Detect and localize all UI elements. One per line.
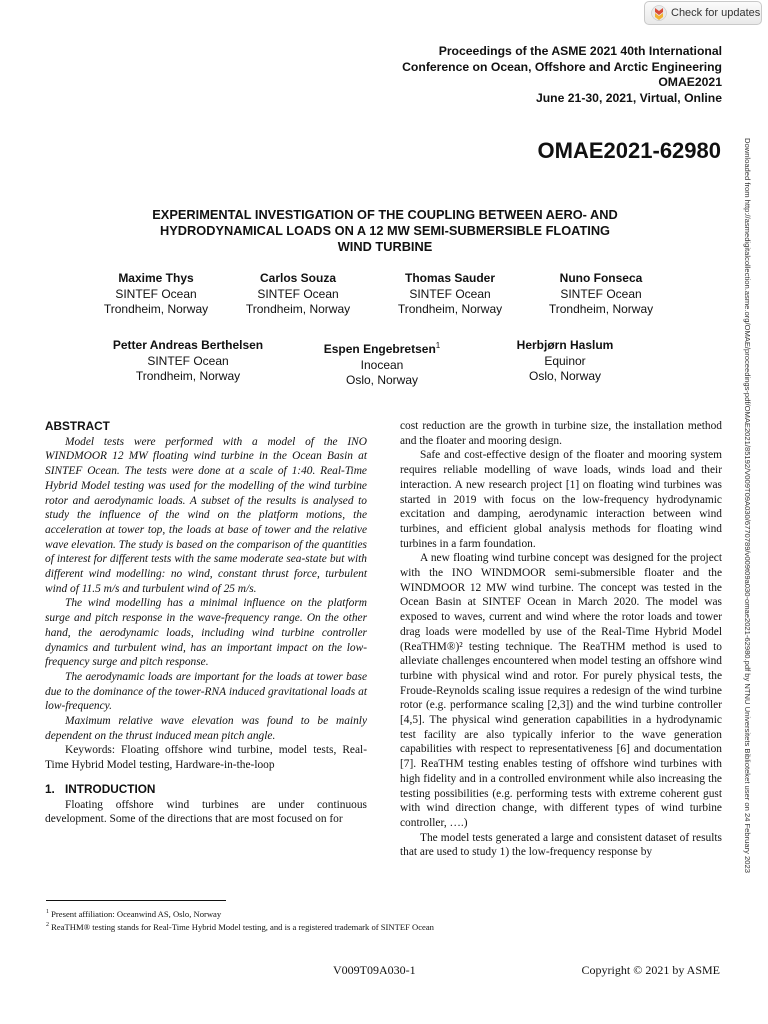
title-line: EXPERIMENTAL INVESTIGATION OF THE COUPLING BETWEEN AERO- AND bbox=[152, 207, 618, 222]
keywords: Keywords: Floating offshore wind turbine, model tests, Real-Time Hybrid Model testing, Hardware-in-the-loop bbox=[45, 744, 367, 772]
footnote bbox=[46, 920, 726, 933]
paper-title bbox=[100, 207, 670, 254]
abstract-paragraph: Model tests were performed with a model of the INO WINDMOOR 12 MW floating wind turbine in the Ocean Basin at SINTEF Ocean. The tests were done at a scale of 1:40. Real-Time Hybrid Model testing was used for the modelling of the wind turbine rotor and aerodynamic loads. A subset of the results is analysed to study the influence of the wind on the platform motions, the acceleration at tower top, the loads at base of tower and the relative wave elevation. The study is based on the comparison of the quantities of interest for different tests with the same moderate sea-state but with different wind modelling: no wind, constant thrust force, turbulent wind of 11.5 m/s and turbulent wind of 25 m/s. bbox=[45, 435, 367, 595]
abstract-heading: ABSTRACT bbox=[45, 419, 110, 433]
title-line: HYDRODYNAMICAL LOADS ON A 12 MW SEMI-SUBMERSIBLE FLOATING bbox=[159, 222, 611, 238]
author-location: Trondheim, Norway bbox=[135, 369, 241, 383]
author-block bbox=[223, 271, 373, 318]
author-location: Trondheim, Norway bbox=[245, 302, 351, 316]
author-affiliation: Inocean bbox=[360, 357, 404, 372]
author-name: Carlos Souza bbox=[259, 271, 337, 285]
crossmark-icon bbox=[651, 5, 667, 21]
author-location: Oslo, Norway bbox=[528, 369, 602, 383]
check-for-updates-label: Check for updates bbox=[671, 7, 761, 19]
body-paragraph: The model tests generated a large and consistent dataset of results that are used to study 1) the low-frequency response by bbox=[400, 831, 722, 859]
author-block bbox=[526, 271, 676, 318]
author-name: Herbjørn Haslum bbox=[516, 338, 614, 352]
author-block bbox=[307, 338, 457, 389]
author-affiliation: SINTEF Ocean bbox=[147, 353, 229, 368]
author-block bbox=[375, 271, 525, 318]
author-affiliation: SINTEF Ocean bbox=[560, 286, 642, 301]
footnote-divider bbox=[46, 900, 226, 901]
author-location: Trondheim, Norway bbox=[397, 302, 503, 316]
author-name: Espen Engebretsen bbox=[323, 342, 436, 356]
author-block bbox=[490, 338, 640, 385]
author-location: Trondheim, Norway bbox=[548, 302, 654, 316]
author-name-line bbox=[307, 338, 457, 358]
paper-id: OMAE2021-62980 bbox=[537, 138, 721, 163]
author-affiliation: Equinor bbox=[544, 353, 586, 368]
left-column bbox=[45, 419, 367, 827]
section-heading bbox=[45, 782, 367, 797]
author-affiliation: SINTEF Ocean bbox=[257, 286, 339, 301]
section-number: 1. bbox=[45, 781, 55, 796]
author-name: Maxime Thys bbox=[118, 271, 194, 285]
author-location: Trondheim, Norway bbox=[103, 302, 209, 316]
author-affiliation: SINTEF Ocean bbox=[409, 286, 491, 301]
author-affiliation: SINTEF Ocean bbox=[115, 286, 197, 301]
body-paragraph: Floating offshore wind turbines are under continuous development. Some of the directions that are most focused on for bbox=[45, 798, 367, 826]
check-for-updates-button[interactable] bbox=[644, 1, 762, 25]
author-name: Nuno Fonseca bbox=[559, 271, 643, 285]
page-identifier: V009T09A030-1 bbox=[333, 963, 416, 977]
author-footnote-mark: 1 bbox=[435, 341, 441, 350]
abstract-paragraph: The aerodynamic loads are important for the loads at tower base due to the dominance of the tower-RNA induced gravitational loads at low-frequency. bbox=[45, 670, 367, 713]
author-block bbox=[98, 338, 278, 385]
footnote-mark: 1 bbox=[46, 909, 49, 915]
footnote-text: Present affiliation: Oceanwind AS, Oslo, Norway bbox=[51, 908, 222, 919]
footnote-mark: 2 bbox=[46, 922, 49, 929]
author-name: Petter Andreas Berthelsen bbox=[112, 338, 264, 352]
abstract-paragraph: The wind modelling has a minimal influence on the platform surge and pitch response in the wave-frequency range. On the other hand, the aerodynamic loads, including wind turbine controller dynamics and turbulent wind, has an important impact on the low-frequency surge and pitch response. bbox=[45, 597, 367, 669]
author-name: Thomas Sauder bbox=[404, 271, 496, 285]
footnote bbox=[46, 907, 726, 920]
download-notice: Downloaded from http://asmedigitalcollection.asme.org/OMAE/proceedings-pdf/OMAE2021/85192/V009T09A030/6770789/v009t09a030-omae2021-62980.pdf by NTNU Universitets Biblioteket user on 24 February 2023 bbox=[743, 138, 752, 873]
right-column bbox=[400, 419, 722, 860]
body-paragraph: cost reduction are the growth in turbine size, the installation method and the floater and mooring design. bbox=[400, 420, 722, 447]
proceedings-header bbox=[402, 44, 722, 106]
title-line: WIND TURBINE bbox=[337, 238, 433, 254]
section-title: INTRODUCTION bbox=[65, 781, 156, 796]
proceedings-line: Proceedings of the ASME 2021 40th International bbox=[438, 44, 722, 58]
footnotes bbox=[46, 907, 726, 934]
body-paragraph: A new floating wind turbine concept was designed for the project with the INO WINDMOOR semi-submersible floater and the WINDMOOR 12 MW wind turbine. The concept was tested in the Ocean Basin at SINTEF Ocean in March 2020. The model was exposed to waves, current and wind where the rotor loads and tower drag loads were modelled by use of the Real-Time Hybrid Model (ReaTHM®)² testing technique. The ReaTHM method is used to alleviate challenges encountered when model testing an offshore wind turbine with physical wind and rotor. For purely physical tests, the Froude-Reynolds scaling issue requires a redesign of the wind turbine rotor (e.g. performance scaling [2,3]) and the wind turbine controller [4,5]. The physical wind generation capabilities in a hydrodynamic test facility are also typically inferior to the wave generation capabilities with respect to representativeness [6] and documentation [7]. ReaTHM testing enables testing of offshore wind turbines with high fidelity and in a controlled environment while also increasing the testing possibilities (e.g. performing tests with extreme coherent gust with wind direction change, with different types of wind turbine controller, ….) bbox=[400, 552, 722, 829]
author-location: Oslo, Norway bbox=[345, 373, 419, 387]
copyright: Copyright © 2021 by ASME bbox=[581, 963, 720, 977]
body-paragraph: Safe and cost-effective design of the floater and mooring system requires reliable modelling of wave loads, winds load and their interaction. A new research project [1] on floating wind turbines was started in 2019 with focus on the low-frequency hydrodynamic excitation and damping, aerodynamic interaction between wind turbines, and efficient global analysis methods for floating wind turbines in a farm foundation. bbox=[400, 449, 722, 550]
abstract-paragraph: Maximum relative wave elevation was found to be mainly dependent on the thrust induced mean pitch angle. bbox=[45, 715, 367, 742]
proceedings-line: Conference on Ocean, Offshore and Arctic Engineering bbox=[402, 59, 722, 74]
proceedings-line: OMAE2021 bbox=[658, 75, 722, 89]
footnote-text: ReaTHM® testing stands for Real-Time Hybrid Model testing, and is a registered trademark of SINTEF Ocean bbox=[51, 922, 434, 933]
proceedings-line: June 21-30, 2021, Virtual, Online bbox=[535, 90, 722, 105]
author-block bbox=[81, 271, 231, 318]
